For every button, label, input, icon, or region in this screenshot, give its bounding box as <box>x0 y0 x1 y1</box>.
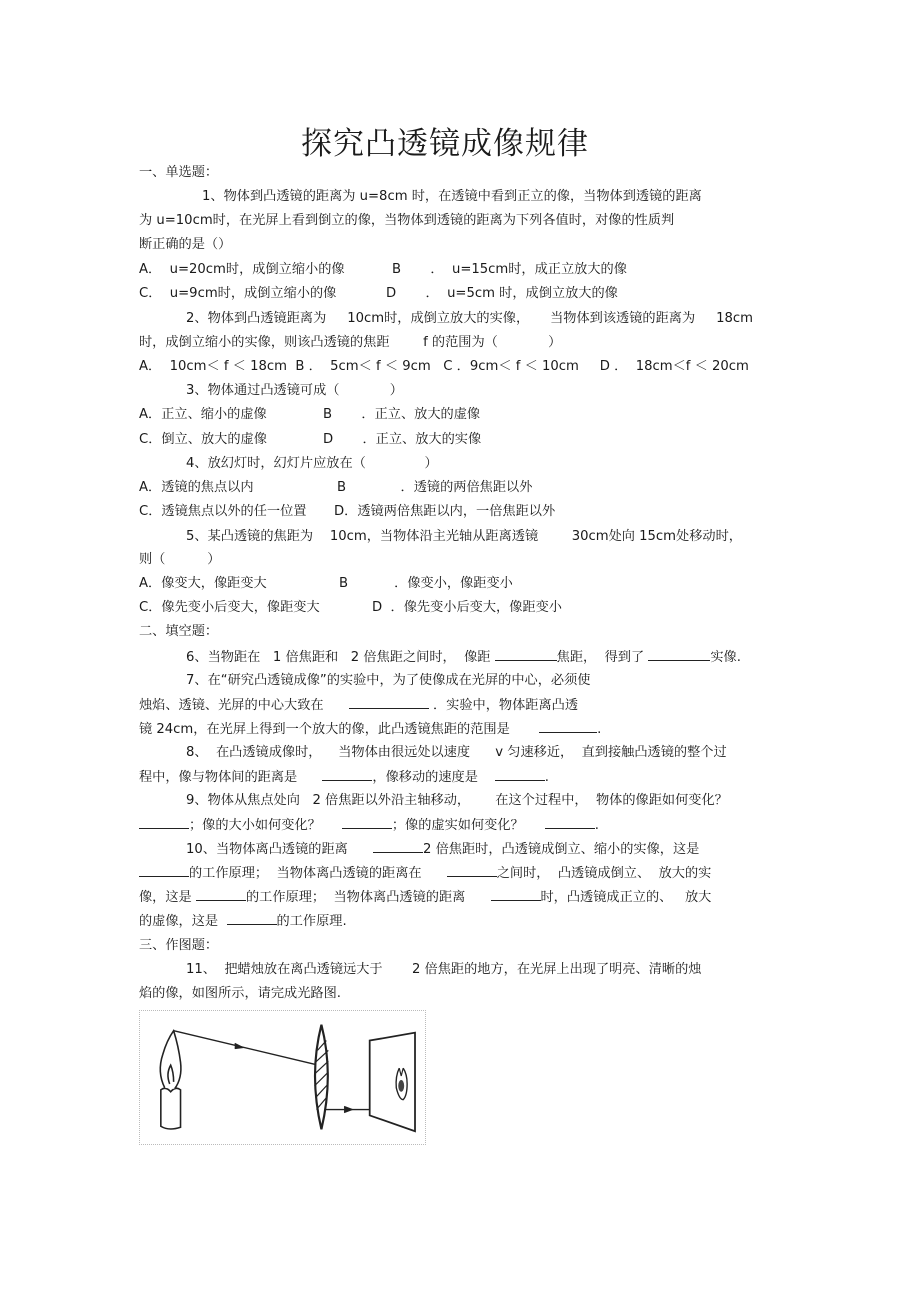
answer-blank[interactable] <box>139 816 189 829</box>
light-ray-icon <box>174 1031 370 1113</box>
answer-blank[interactable] <box>349 696 429 709</box>
candle-icon <box>160 1031 181 1129</box>
question-2-options: A． 10cm＜ f ＜ 18cm B ． 5cm＜ f ＜ 9cm C ．9cm＜ f ＜ 10cm D ． 18cm＜f ＜ 20cm <box>139 359 749 374</box>
question-10-text-2: 2 倍焦距时，凸透镜成倒立、缩小的实像，这是 <box>423 842 700 857</box>
question-4-option-d: D．透镜两倍焦距以内，一倍焦距以外 <box>334 504 556 519</box>
question-10-text-5: 像，这是 <box>139 890 196 905</box>
question-3-option-a: A．正立、缩小的虚像 <box>139 407 267 422</box>
question-10-text-3: 的工作原理； 当物体离凸透镜的距离在 <box>189 866 447 881</box>
question-4-option-b: B ．透镜的两倍焦距以外 <box>337 480 533 495</box>
question-1-line-2: 为 u=10cm时，在光屏上看到倒立的像，当物体到透镜的距离为下列各值时，对像的性质判 <box>139 213 675 228</box>
question-7-text-3: ．实验中，物体距离凸透 <box>428 698 579 713</box>
question-9-text-2: ；像的大小如何变化？ <box>189 818 342 833</box>
section-heading-fill-blank: 二、填空题： <box>139 624 219 639</box>
question-5-option-b: B ．像变小，像距变小 <box>339 576 513 591</box>
question-9-text-4: . <box>594 818 599 833</box>
answer-blank[interactable] <box>322 768 372 781</box>
answer-blank[interactable] <box>495 768 545 781</box>
answer-blank[interactable] <box>196 888 246 901</box>
question-5-line-1: 5、某凸透镜的焦距为 10cm，当物体沿主光轴从距离透镜 30cm处向 15cm处移动时， <box>186 529 742 544</box>
question-1-option-b: B ． u=15cm时，成正立放大的像 <box>392 262 627 277</box>
answer-blank[interactable] <box>491 888 541 901</box>
question-9-text-3: ；像的虚实如何变化？ <box>391 818 545 833</box>
question-3-option-d: D ．正立、放大的实像 <box>323 432 482 447</box>
question-10-line-4 <box>139 912 347 931</box>
question-7-line-2 <box>139 696 578 715</box>
question-1-option-d: D ． u=5cm 时，成倒立放大的像 <box>386 286 618 301</box>
question-10-text-7: 时，凸透镜成正立的、 放大 <box>540 890 712 905</box>
answer-blank[interactable] <box>539 720 597 733</box>
question-6-text-3: 实像. <box>710 650 741 665</box>
answer-blank[interactable] <box>373 840 423 853</box>
question-8-text-3: ，像移动的速度是 <box>372 770 495 785</box>
question-10-text-8: 的虚像，这是 <box>139 914 227 929</box>
question-1-option-a: A． u=20cm时，成倒立缩小的像 <box>139 262 345 277</box>
question-5-option-a: A．像变大，像距变大 <box>139 576 267 591</box>
question-10-line-3 <box>139 888 711 907</box>
question-3-line-1: 3、物体通过凸透镜可成（ ） <box>186 383 403 398</box>
answer-blank[interactable] <box>495 648 557 661</box>
screen-icon <box>370 1033 415 1132</box>
question-6 <box>186 648 741 667</box>
question-10-line-2 <box>139 864 711 883</box>
question-6-text-2: 焦距， 得到了 <box>556 650 649 665</box>
page-title: 探究凸透镜成像规律 <box>301 126 589 162</box>
question-7-text-2: 烛焰、透镜、光屏的中心大致在 <box>139 698 349 713</box>
question-10-text-9: 的工作原理. <box>276 914 347 929</box>
question-6-text-1: 6、当物距在 1 倍焦距和 2 倍焦距之间时， 像距 <box>186 650 495 665</box>
question-3-option-c: C．倒立、放大的虚像 <box>139 432 267 447</box>
answer-blank[interactable] <box>139 864 189 877</box>
question-11-line-1: 11、 把蜡烛放在离凸透镜远大于 2 倍焦距的地方，在光屏上出现了明亮、清晰的烛 <box>186 962 702 977</box>
question-7-text-4: 镜 24cm，在光屏上得到一个放大的像，此凸透镜焦距的范围是 <box>139 722 540 737</box>
convex-lens-icon <box>315 1025 329 1129</box>
question-3-option-b: B ．正立、放大的虚像 <box>323 407 481 422</box>
answer-blank[interactable] <box>545 816 595 829</box>
question-7-line-3 <box>139 720 601 739</box>
ray-diagram-figure <box>139 1010 426 1145</box>
question-9-line-2 <box>139 816 599 835</box>
question-10-text-6: 的工作原理； 当物体离凸透镜的距离 <box>245 890 491 905</box>
question-8-text-4: . <box>544 770 549 785</box>
section-heading-drawing: 三、作图题： <box>139 938 219 953</box>
question-4-option-c: C．透镜焦点以外的任一位置 <box>139 504 307 519</box>
question-8-line-2 <box>139 768 549 787</box>
question-5-option-c: C．像先变小后变大，像距变大 <box>139 600 320 615</box>
question-1-line-3: 断正确的是（） <box>139 237 232 252</box>
answer-blank[interactable] <box>342 816 392 829</box>
question-10-text-1: 10、当物体离凸透镜的距离 <box>186 842 373 857</box>
question-1-option-c: C． u=9cm时，成倒立缩小的像 <box>139 286 337 301</box>
question-8-line-1: 8、 在凸透镜成像时， 当物体由很远处以速度 v 匀速移近， 直到接触凸透镜的整个过 <box>186 745 727 760</box>
question-5-line-2: 则（ ） <box>139 552 221 567</box>
question-2-line-1: 2、物体到凸透镜距离为 10cm时，成倒立放大的实像， 当物体到该透镜的距离为 18cm <box>186 311 754 326</box>
question-2-line-2: 时，成倒立缩小的实像，则该凸透镜的焦距 f 的范围为（ ） <box>139 335 562 350</box>
question-4-line-1: 4、放幻灯时，幻灯片应放在（ ） <box>186 456 438 471</box>
section-heading-single-choice: 一、单选题： <box>139 165 219 180</box>
question-10-line-1 <box>186 840 699 859</box>
question-7-line-1: 7、在“研究凸透镜成像”的实验中，为了使像成在光屏的中心，必须使 <box>186 673 591 688</box>
answer-blank[interactable] <box>227 912 277 925</box>
question-7-text-5: . <box>597 722 602 737</box>
question-4-option-a: A．透镜的焦点以内 <box>139 480 254 495</box>
question-11-line-2: 焰的像，如图所示，请完成光路图. <box>139 986 342 1001</box>
question-5-option-d: D ．像先变小后变大，像距变小 <box>372 600 562 615</box>
answer-blank[interactable] <box>648 648 710 661</box>
question-8-text-2: 程中，像与物体间的距离是 <box>139 770 323 785</box>
answer-blank[interactable] <box>447 864 497 877</box>
question-1-line-1: 1、物体到凸透镜的距离为 u=8cm 时，在透镜中看到正立的像，当物体到透镜的距离 <box>202 189 702 204</box>
question-9-line-1: 9、物体从焦点处向 2 倍焦距以外沿主轴移动， 在这个过程中， 物体的像距如何变化？ <box>186 793 728 808</box>
question-10-text-4: 之间时， 凸透镜成倒立、 放大的实 <box>496 866 712 881</box>
